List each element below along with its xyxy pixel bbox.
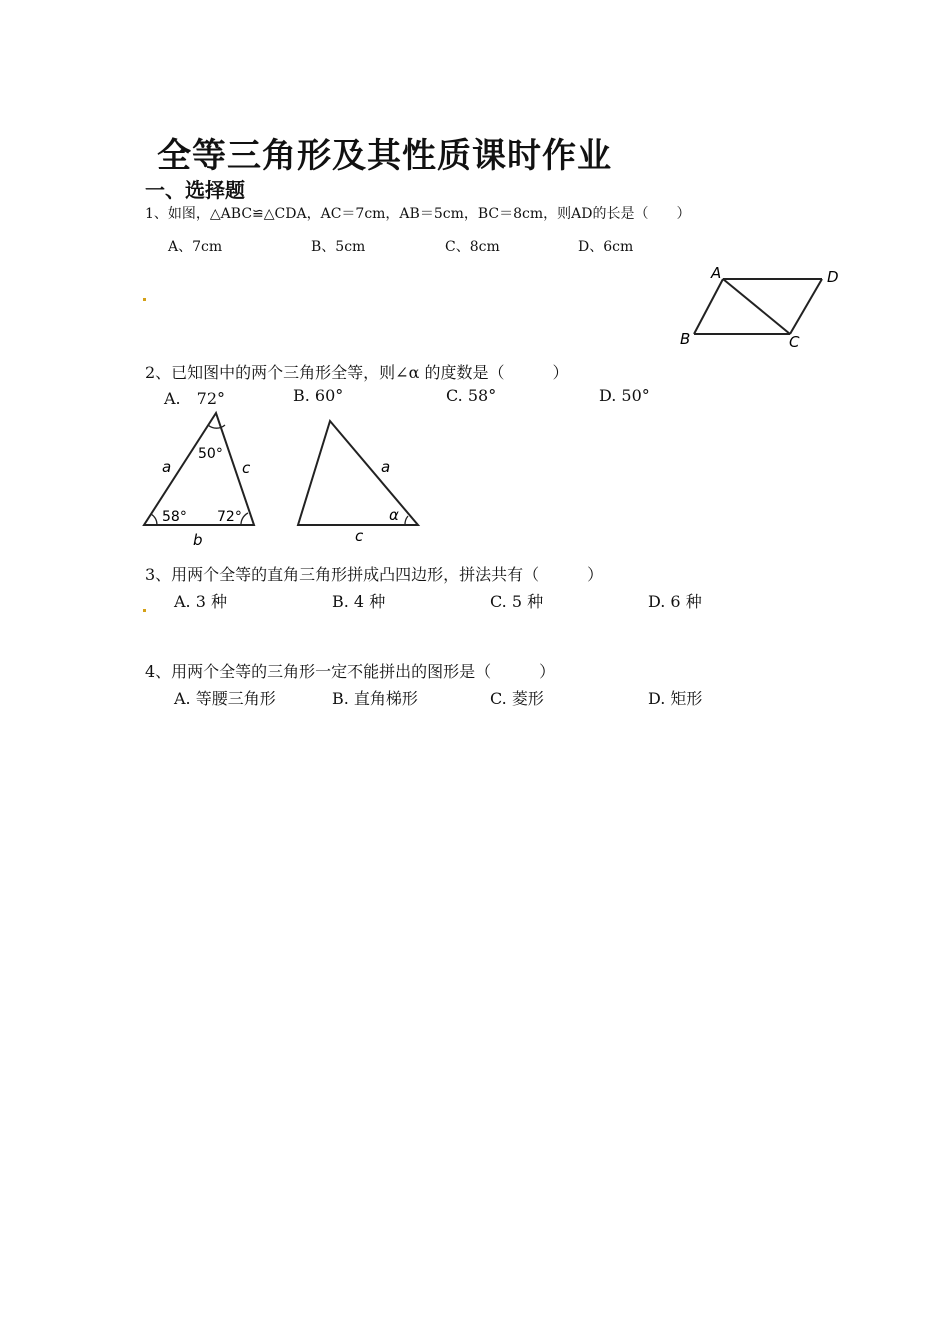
side-b-label: b (193, 531, 203, 549)
question-1-option-c: C、8cm (445, 239, 500, 255)
marker-dot (143, 609, 146, 612)
segment-ac (723, 279, 790, 334)
side-a-label-right: a (381, 458, 391, 476)
label-b: B (680, 330, 691, 348)
question-3-stem: 3、用两个全等的直角三角形拼成凸四边形，拼法共有（ ） (145, 565, 604, 584)
side-a-label: a (162, 458, 172, 476)
segment-ab (694, 279, 723, 334)
question-2-option-a: A. 72° (164, 389, 226, 408)
question-1-option-b: B、5cm (311, 239, 366, 255)
angle-left-label: 58° (162, 509, 187, 525)
question-2-option-d: D. 50° (599, 386, 650, 405)
marker-dot (143, 298, 146, 301)
question-4-option-a: A. 等腰三角形 (174, 689, 276, 708)
question-1-stem: 1、如图，△ABC≌△CDA，AC＝7cm，AB＝5cm，BC＝8cm，则AD的长是（ ） (145, 206, 691, 222)
label-a: A (711, 264, 722, 282)
label-d: D (827, 268, 839, 286)
question-2-option-b: B. 60° (293, 386, 344, 405)
question-3-option-c: C. 5 种 (490, 592, 544, 611)
angle-alpha-label: α (389, 506, 399, 524)
question-1-option-d: D、6cm (578, 239, 634, 255)
side-c-label: c (242, 459, 251, 477)
question-4-stem: 4、用两个全等的三角形一定不能拼出的图形是（ ） (145, 662, 556, 681)
angle-top-label: 50° (198, 446, 223, 462)
segment-cd (790, 279, 822, 334)
question-3-option-a: A. 3 种 (174, 592, 227, 611)
triangle-right (298, 421, 418, 525)
question-4-option-b: B. 直角梯形 (332, 689, 418, 708)
page-title: 全等三角形及其性质课时作业 (157, 136, 612, 176)
label-c: C (789, 333, 800, 351)
question-3-option-b: B. 4 种 (332, 592, 386, 611)
question-4-option-c: C. 菱形 (490, 689, 544, 708)
figure-two-triangles (138, 405, 428, 551)
side-c-label-right: c (355, 527, 364, 545)
question-2-option-c: C. 58° (446, 386, 497, 405)
angle-right-label: 72° (217, 509, 242, 525)
question-3-option-d: D. 6 种 (648, 592, 702, 611)
figure-parallelogram (676, 258, 856, 352)
question-4-option-d: D. 矩形 (648, 689, 703, 708)
section-heading: 一、选择题 (145, 178, 245, 202)
question-2-stem: 2、已知图中的两个三角形全等，则∠α 的度数是（ ） (145, 363, 569, 382)
question-1-option-a: A、7cm (168, 239, 223, 255)
